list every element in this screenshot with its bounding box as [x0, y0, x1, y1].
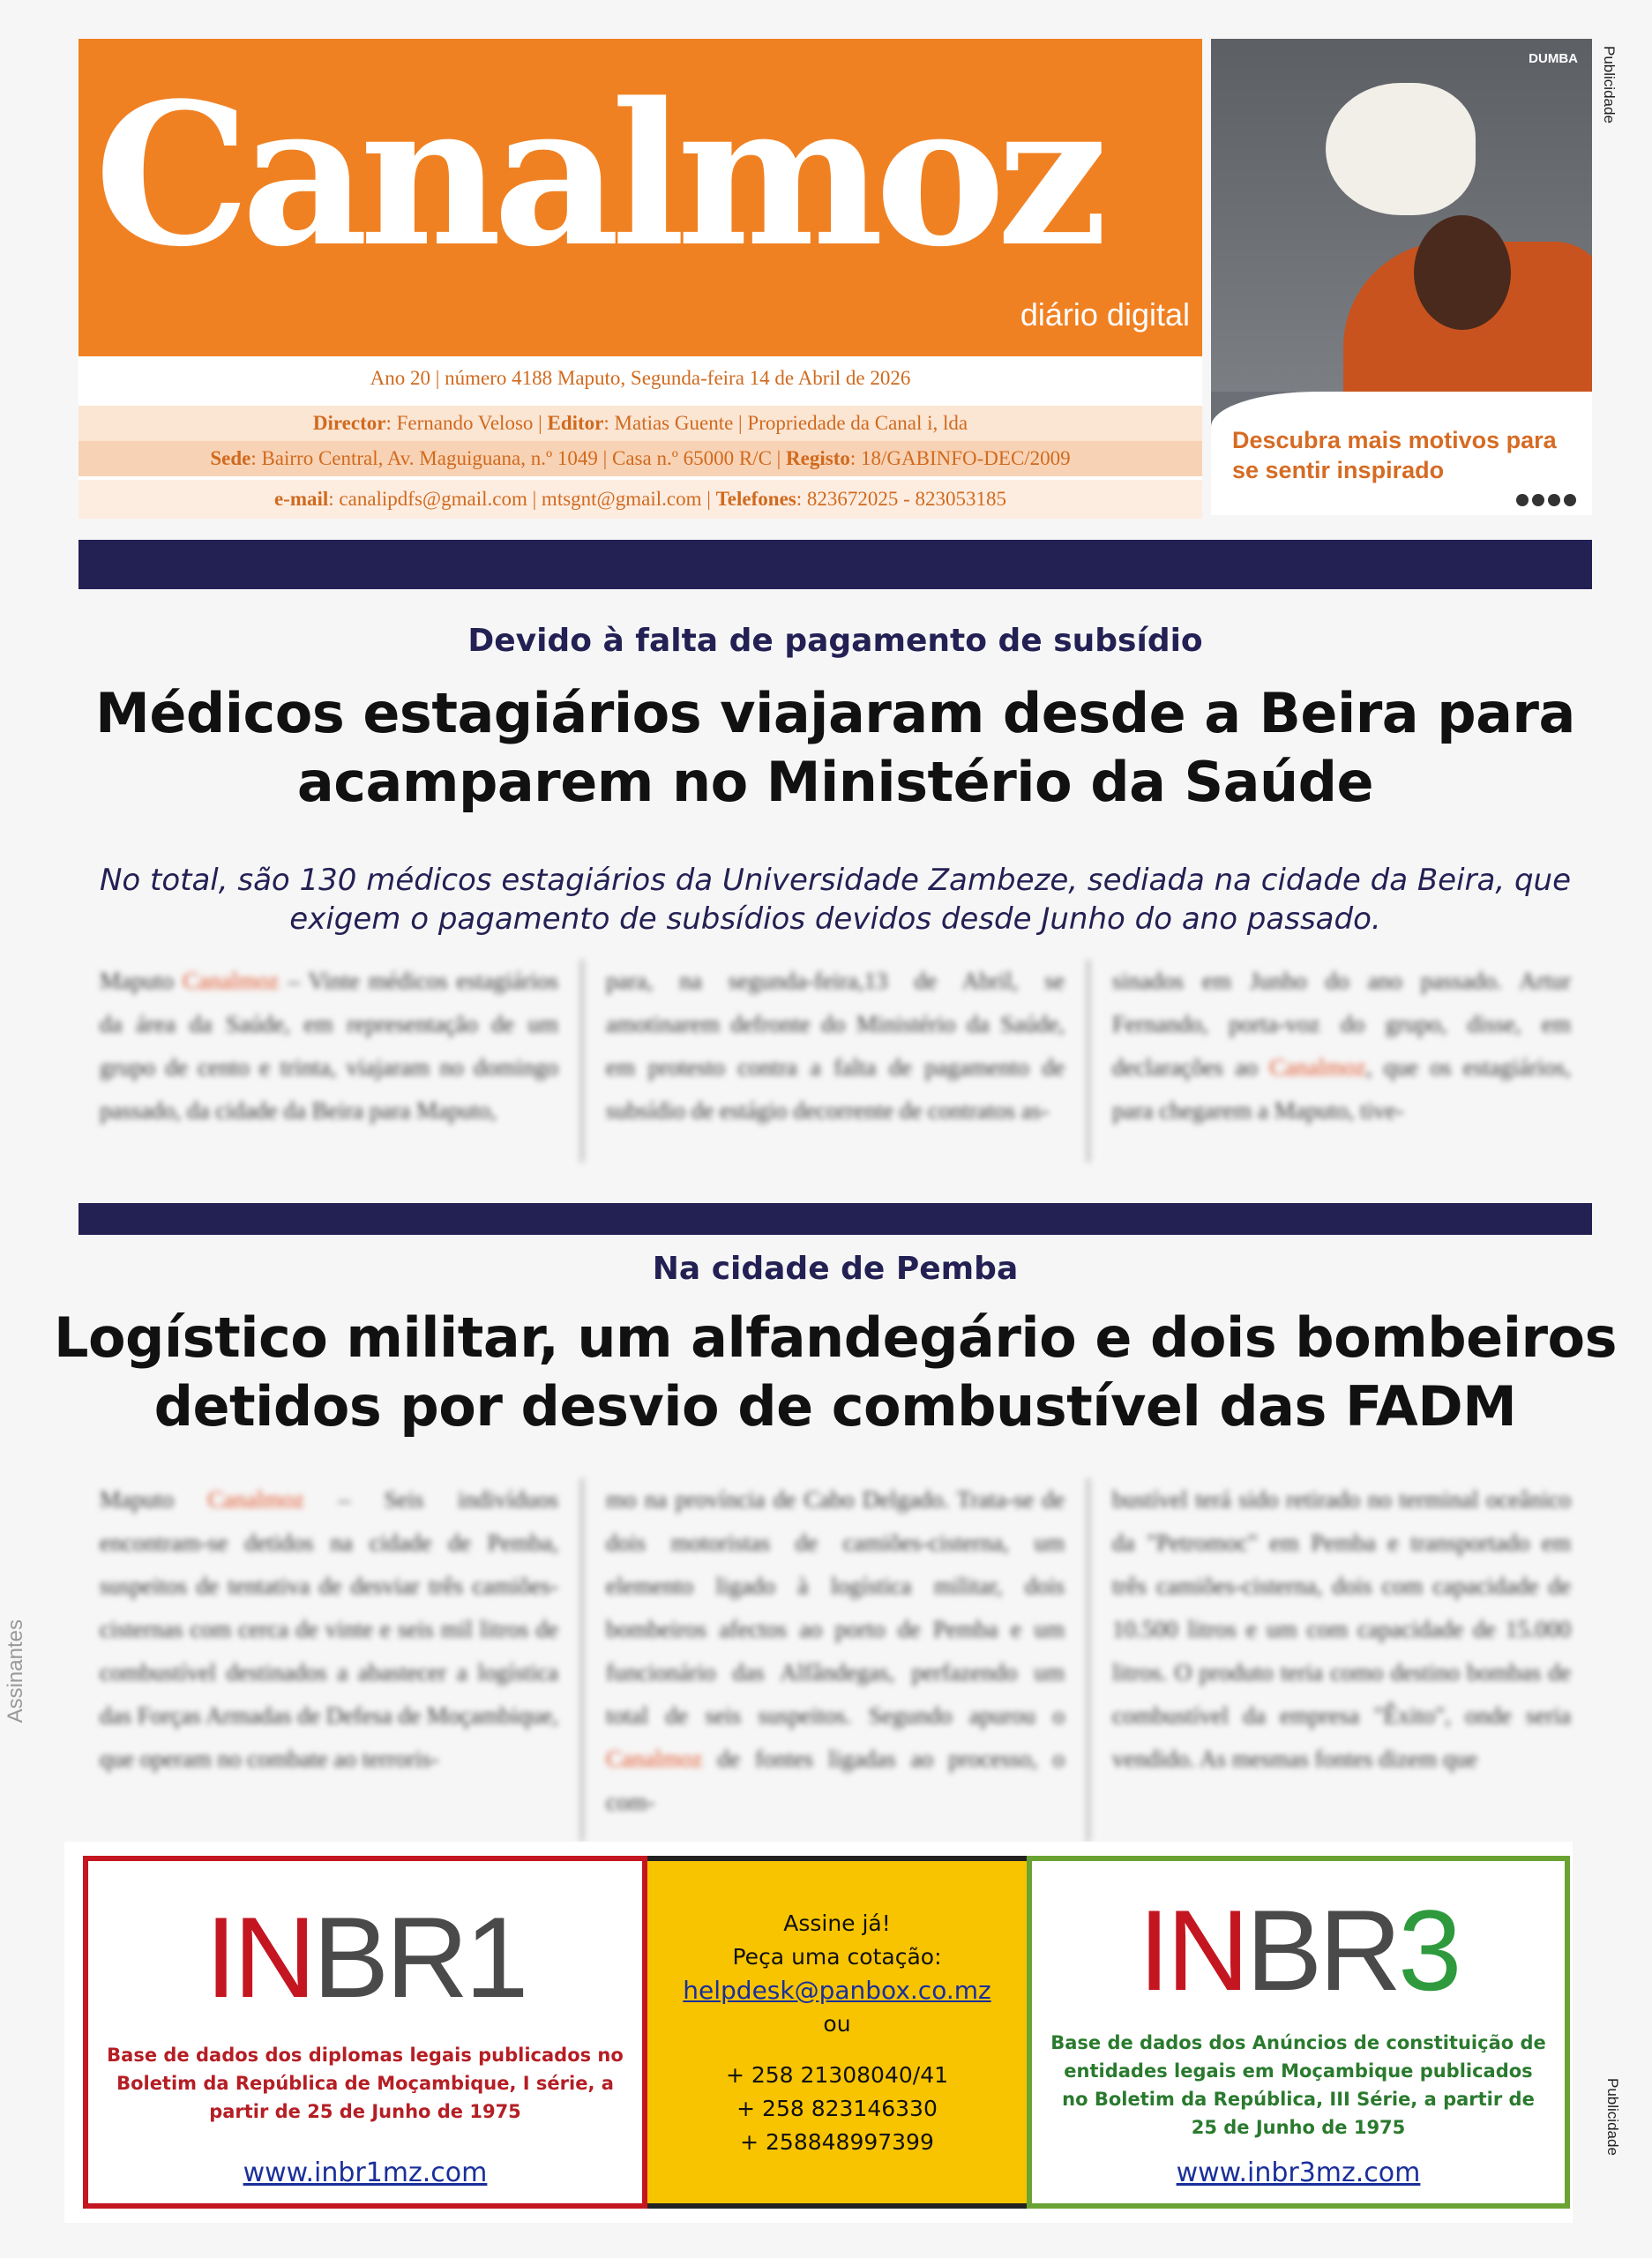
- article2-body: [78, 1478, 1592, 1842]
- article1-column-2: para, na segunda-feira,13 de Abril, se amotinarem defronte do Ministério da Saúde, em protesto contra a falta de pagamento de subsídio de estágio decorrente de contratos as-: [579, 960, 1086, 1163]
- subscribe-phone-1: + 258 21308040/41: [725, 2062, 949, 2088]
- article2-kicker: Na cidade de Pemba: [652, 1251, 1019, 1287]
- email-label: e-mail: [273, 488, 329, 510]
- sede: Bairro Central, Av. Maguiguana, n.º 1049 | Casa n.º 65000 R/C: [261, 447, 772, 469]
- newspaper-logo[interactable]: Canalmoz: [94, 61, 1100, 290]
- article1-column-1: Maputo Canalmoz – Vinte médicos estagiários da área da Saúde, em representação de um grupo de cento e trinta, viajaram no domingo passado, da cidade da Beira para Maputo,: [100, 968, 559, 1124]
- article1-lead: No total, são 130 médicos estagiários da Universidade Zambeze, sediada na cidade da Beira, que exigem o pagamento de subsídios devidos desde Junho do ano passado.: [99, 863, 1572, 937]
- subscribe-or: ou: [823, 2011, 851, 2037]
- staff-line: Director: Fernando Veloso | Editor: Matias Guente | Propriedade da Canal i, lda: [78, 406, 1202, 441]
- registo-label: Registo: [786, 447, 850, 469]
- issue-line: Ano 20 | número 4188 Maputo, Segunda-feira 14 de Abril de 2026: [78, 360, 1202, 397]
- registo: 18/GABINFO-DEC/2009: [861, 447, 1071, 469]
- contact-line: e-mail: canalipdfs@gmail.com | mtsgnt@gmail.com | Telefones: 823672025 - 823053185: [78, 480, 1202, 519]
- subscribe-phone-2: + 258 823146330: [736, 2096, 938, 2121]
- ad-slogan: Descubra mais motivos para se sentir inspirado: [1232, 427, 1557, 483]
- logo-block: [78, 39, 1202, 356]
- helpdesk-email-link[interactable]: helpdesk@panbox.co.mz: [683, 1976, 991, 2005]
- editor: Matias Guente: [614, 412, 734, 434]
- contact-emails[interactable]: canalipdfs@gmail.com | mtsgnt@gmail.com: [339, 488, 702, 510]
- director: Fernando Veloso: [396, 412, 534, 434]
- ad-woman-face: [1414, 215, 1511, 330]
- inbr1-description: Base de dados dos diplomas legais publicados no Boletim da República de Moçambique, I série, a partir de 25 de Junho de 1975: [107, 2045, 624, 2122]
- address-line: Sede: Bairro Central, Av. Maguiguana, n.º 1049 | Casa n.º 65000 R/C | Registo: 18/GABINFO-DEC/2009: [78, 441, 1202, 476]
- subscribe-ad: [647, 1856, 1027, 2209]
- tagline: diário digital: [1020, 296, 1190, 333]
- bottom-advertisement: [64, 1842, 1573, 2223]
- sede-label: Sede: [210, 447, 251, 469]
- editor-label: Editor: [547, 412, 604, 434]
- article1-body: [78, 960, 1592, 1163]
- assinantes-label: Assinantes: [4, 1619, 27, 1723]
- article2-column-3: bustível terá sido retirado no terminal oceânico da "Petromoc" em Pemba e transportado em três camiões-cisterna, dois com capacidade de 10.500 litros e um com capacidade de 15.000 litros. O produto teria como destino bombas de combustível da empresa "Êxito", onde seria vendido. As mesmas fontes dizem que: [1086, 1478, 1592, 1842]
- inbr1-link[interactable]: www.inbr1mz.com: [243, 2157, 488, 2188]
- top-advertisement[interactable]: [1211, 39, 1592, 515]
- section-divider: [78, 540, 1592, 589]
- twitter-icon[interactable]: [1548, 494, 1560, 506]
- inbr3-link[interactable]: www.inbr3mz.com: [1176, 2157, 1421, 2188]
- inbr3-logo: INBR3: [1138, 1886, 1459, 2015]
- article2-headline[interactable]: Logístico militar, um alfandegário e dois bombeiros detidos por desvio de combustível das FADM: [53, 1305, 1618, 1439]
- article1-headline[interactable]: Médicos estagiários viajaram desde a Beira para acamparem no Ministério da Saúde: [95, 681, 1575, 814]
- publicidade-label-bottom: Publicidade: [1604, 2078, 1621, 2156]
- youtube-icon[interactable]: [1564, 494, 1576, 506]
- publicidade-label-top: Publicidade: [1601, 46, 1618, 123]
- contact-phones: 823672025 - 823053185: [806, 488, 1007, 510]
- ad-brand-logo: DUMBA: [1529, 51, 1578, 66]
- facebook-icon[interactable]: [1516, 494, 1529, 506]
- article1-column-3: sinados em Junho do ano passado. Artur Fernando, porta-voz do grupo, disse, em declarações ao Canalmoz, que os estagiários, para chegarem a Maputo, tive-: [1086, 960, 1592, 1163]
- section-divider: [78, 1203, 1592, 1235]
- director-label: Director: [312, 412, 386, 434]
- subscribe-line2: Peça uma cotação:: [732, 1944, 942, 1970]
- inbr1-ad[interactable]: [83, 1856, 647, 2209]
- subscribe-phone-3: + 258848997399: [740, 2129, 934, 2155]
- subscribe-text: [647, 1907, 1027, 2159]
- article2-column-2: mo na província de Cabo Delgado. Trata-se de dois motoristas de camiões-cisterna, um elemento ligado à logística militar, dois bombeiros afectos ao porto de Pemba e um funcionário das Alfândegas, perfazendo um total de seis suspeitos. Segundo apurou o Canalmoz de fontes ligadas ao processo, o com-: [579, 1478, 1086, 1842]
- masthead: [78, 39, 1202, 519]
- inbr3-description: Base de dados dos Anúncios de constituição de entidades legais em Moçambique publicados no Boletim da República, III Série, a partir de 25 de Junho de 1975: [1050, 2032, 1546, 2138]
- inbr1-logo: INBR1: [205, 1893, 526, 2022]
- article2-column-1: Maputo Canalmoz – Seis indivíduos encontram-se detidos na cidade de Pemba, suspeitos de tentativa de desviar três camiões-cisternas com cerca de vinte e seis mil litros de combustível destinados a abastecer a logística das Forças Armadas de Defesa de Moçambique, que operam no combate ao terroris-: [100, 1486, 558, 1772]
- ad-baby-figure: [1326, 83, 1476, 215]
- article1-kicker: Devido à falta de pagamento de subsídio: [467, 623, 1203, 659]
- instagram-icon[interactable]: [1532, 494, 1544, 506]
- phones-label: Telefones: [715, 488, 796, 510]
- ad-social-icons: [1516, 494, 1576, 506]
- subscribe-line1: Assine já!: [783, 1910, 891, 1936]
- inbr3-ad[interactable]: [1027, 1856, 1570, 2209]
- owner: Propriedade da Canal i, lda: [747, 412, 968, 434]
